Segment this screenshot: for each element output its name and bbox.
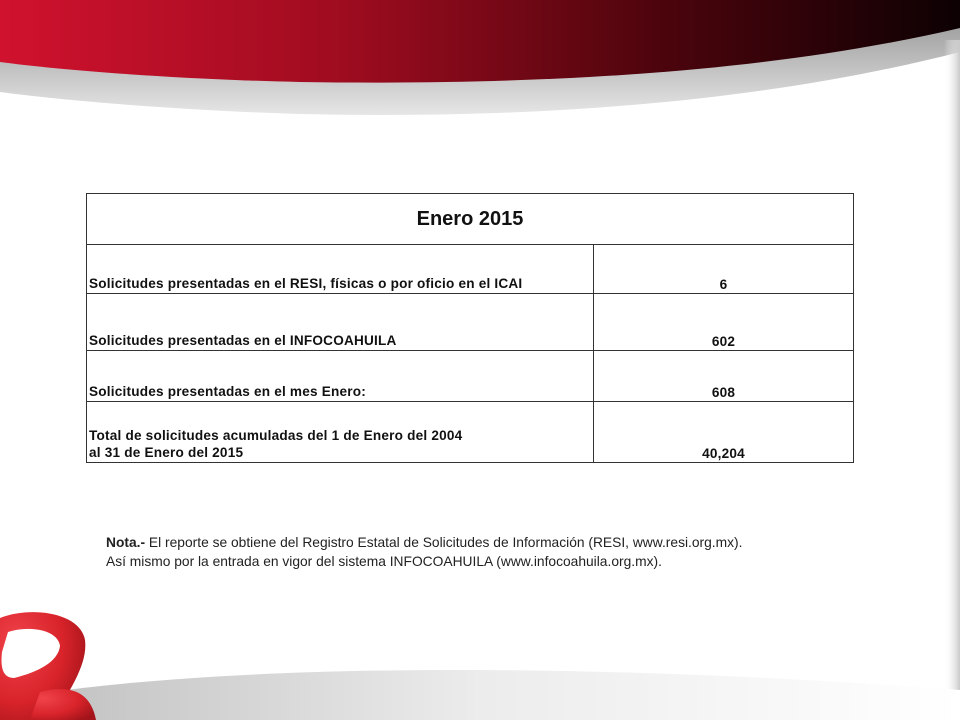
table-row: [87, 294, 854, 351]
footnote-text1: El reporte se obtiene del Registro Estatal de Solicitudes de Información (RESI, www.resi.org.mx).: [145, 535, 743, 550]
row-label-cumulative: [87, 402, 594, 463]
cumulative-label-line2: al 31 de Enero del 2015: [89, 445, 244, 460]
row-label-resi: Solicitudes presentadas en el RESI, físicas o por oficio en el ICAI: [87, 245, 594, 294]
table-title: Enero 2015: [87, 194, 854, 245]
cumulative-label-line1: Total de solicitudes acumuladas del 1 de Enero del 2004: [89, 428, 463, 443]
row-label-infocoahuila: Solicitudes presentadas en el INFOCOAHUILA: [87, 294, 594, 351]
footnote-line2: Así mismo por la entrada en vigor del sistema INFOCOAHUILA (www.infocoahuila.org.mx).: [106, 554, 662, 569]
table-row: [87, 245, 854, 294]
row-value-infocoahuila: 602: [594, 294, 854, 351]
table-row: [87, 402, 854, 463]
row-value-resi: 6: [594, 245, 854, 294]
footnote: [106, 533, 866, 571]
row-value-month-total: 608: [594, 351, 854, 402]
footnote-line1: [106, 533, 866, 552]
table-title-row: [87, 194, 854, 245]
row-label-month-total: Solicitudes presentadas en el mes Enero:: [87, 351, 594, 402]
footnote-label: Nota.-: [106, 535, 146, 550]
row-value-cumulative: 40,204: [594, 402, 854, 463]
report-table: [86, 193, 854, 463]
table-row: [87, 351, 854, 402]
